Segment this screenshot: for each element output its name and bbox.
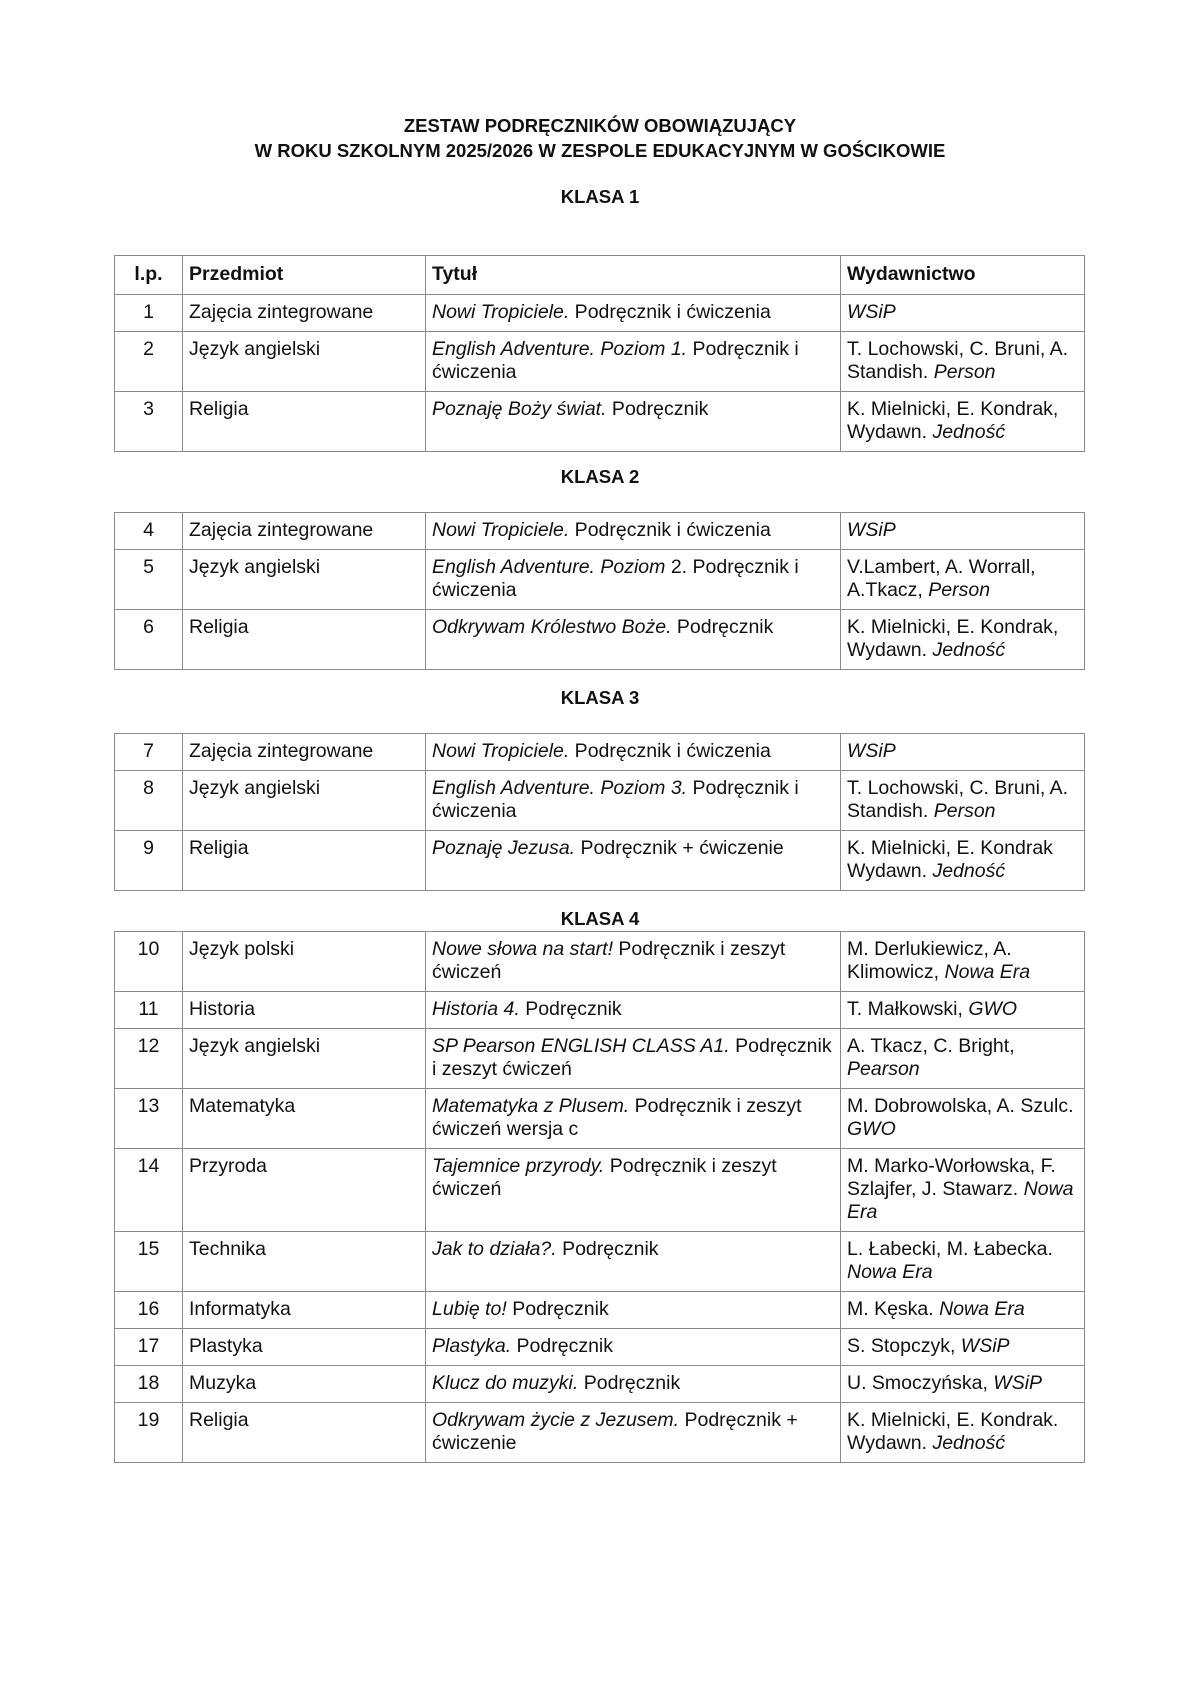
table-row [115, 1232, 1085, 1292]
subject-name: Język angielski [189, 556, 321, 578]
row-number: 1 [143, 301, 154, 323]
publisher-name: Jedność [932, 639, 1006, 661]
table-row [115, 831, 1085, 891]
cell-publisher [841, 831, 1085, 891]
book-title: Tajemnice przyrody. [432, 1155, 605, 1177]
cell-subject [183, 1366, 426, 1403]
row-number: 18 [137, 1372, 160, 1394]
table-row [115, 1403, 1085, 1463]
publisher-name: Person [928, 579, 991, 601]
header-subject: Przedmiot [183, 256, 426, 295]
cell-lp [115, 1403, 183, 1463]
section-heading-klasa-3: KLASA 3 [560, 687, 640, 708]
book-type: Podręcznik i zeszyt ćwiczeń [432, 938, 786, 983]
section-heading-klasa-2: KLASA 2 [560, 466, 640, 487]
cell-title [426, 1089, 841, 1149]
publisher-name: WSiP [847, 740, 896, 762]
cell-publisher [841, 771, 1085, 831]
cell-subject [183, 392, 426, 452]
book-type: Podręcznik [519, 998, 622, 1020]
book-title: Matematyka z Plusem. [432, 1095, 630, 1117]
cell-publisher [841, 295, 1085, 332]
row-number: 4 [143, 519, 154, 541]
authors: K. Mielnicki, E. Kondrak Wydawn. [847, 837, 1053, 882]
table-row [115, 610, 1085, 670]
authors: U. Smoczyńska, [847, 1372, 994, 1394]
book-title: Klucz do muzyki. [432, 1372, 579, 1394]
table-row [115, 1292, 1085, 1329]
row-number: 14 [137, 1155, 160, 1177]
cell-lp [115, 1292, 183, 1329]
cell-subject [183, 1149, 426, 1232]
cell-subject [183, 610, 426, 670]
cell-publisher [841, 392, 1085, 452]
cell-publisher [841, 332, 1085, 392]
cell-publisher [841, 932, 1085, 992]
cell-subject [183, 1089, 426, 1149]
cell-publisher [841, 1366, 1085, 1403]
book-title: Nowi Tropiciele. [432, 740, 570, 762]
book-type: Podręcznik + ćwiczenie [432, 1409, 798, 1454]
table-row [115, 295, 1085, 332]
cell-title [426, 1403, 841, 1463]
publisher-name: Nowa Era [939, 1298, 1025, 1320]
book-type: Podręcznik i zeszyt ćwiczeń [432, 1155, 777, 1200]
cell-publisher [841, 550, 1085, 610]
cell-subject [183, 992, 426, 1029]
cell-lp [115, 1089, 183, 1149]
book-type: Podręcznik i ćwiczenia [432, 338, 799, 383]
table-row [115, 1366, 1085, 1403]
authors: M. Dobrowolska, A. Szulc. [847, 1095, 1074, 1117]
cell-publisher [841, 1029, 1085, 1089]
table-row [115, 1149, 1085, 1232]
cell-subject [183, 1029, 426, 1089]
subject-name: Język polski [189, 938, 295, 960]
cell-publisher [841, 1149, 1085, 1232]
publisher-name: WSiP [847, 301, 896, 323]
subject-name: Przyroda [189, 1155, 268, 1177]
table-header-row [115, 256, 1085, 295]
authors: L. Łabecki, M. Łabecka. [847, 1238, 1053, 1260]
book-title: Poznaję Boży świat. [432, 398, 607, 420]
authors: T. Małkowski, [847, 998, 969, 1020]
cell-subject [183, 550, 426, 610]
cell-lp [115, 550, 183, 610]
cell-lp [115, 932, 183, 992]
cell-lp [115, 1366, 183, 1403]
cell-title [426, 332, 841, 392]
cell-lp [115, 1029, 183, 1089]
authors: M. Derlukiewicz, A. Klimowicz, [847, 938, 1012, 983]
cell-lp [115, 1232, 183, 1292]
cell-title [426, 992, 841, 1029]
cell-publisher [841, 992, 1085, 1029]
table-row [115, 1089, 1085, 1149]
book-type: Podręcznik [556, 1238, 659, 1260]
authors: K. Mielnicki, E. Kondrak. Wydawn. [847, 1409, 1059, 1454]
authors: T. Lochowski, C. Bruni, A. Standish. [847, 777, 1069, 822]
publisher-name: GWO [968, 998, 1018, 1020]
cell-subject [183, 831, 426, 891]
document-title-line2: W ROKU SZKOLNYM 2025/2026 W ZESPOLE EDUKACYJNYM W GOŚCIKOWIE [254, 140, 946, 161]
authors: K. Mielnicki, E. Kondrak, Wydawn. [847, 616, 1059, 661]
book-type: Podręcznik i zeszyt ćwiczeń wersja c [432, 1095, 802, 1140]
cell-lp [115, 1149, 183, 1232]
table-row [115, 332, 1085, 392]
authors: A. Tkacz, C. Bright, [847, 1035, 1015, 1057]
table-row [115, 771, 1085, 831]
book-type: 2. Podręcznik i ćwiczenia [432, 556, 799, 601]
cell-subject [183, 1403, 426, 1463]
book-title: Poznaję Jezusa. [432, 837, 576, 859]
cell-title [426, 1292, 841, 1329]
table-row [115, 550, 1085, 610]
publisher-name: Person [933, 361, 996, 383]
publisher-name: WSiP [847, 519, 896, 541]
table-row [115, 513, 1085, 550]
cell-publisher [841, 1403, 1085, 1463]
row-number: 8 [143, 777, 154, 799]
publisher-name: Pearson [847, 1058, 920, 1080]
header-publisher: Wydawnictwo [841, 256, 1085, 295]
cell-title [426, 550, 841, 610]
cell-title [426, 771, 841, 831]
row-number: 2 [143, 338, 154, 360]
subject-name: Informatyka [189, 1298, 291, 1320]
cell-subject [183, 932, 426, 992]
subject-name: Zajęcia zintegrowane [189, 519, 374, 541]
authors: S. Stopczyk, [847, 1335, 961, 1357]
section-heading-klasa-1: KLASA 1 [560, 186, 640, 207]
cell-lp [115, 992, 183, 1029]
textbook-table-klasa-1 [114, 255, 1085, 452]
cell-subject [183, 295, 426, 332]
cell-publisher [841, 1089, 1085, 1149]
row-number: 5 [143, 556, 154, 578]
publisher-name: Nowa Era [944, 961, 1031, 983]
book-type: Podręcznik i zeszyt ćwiczeń [432, 1035, 832, 1080]
publisher-name: Person [933, 800, 996, 822]
cell-title [426, 1366, 841, 1403]
book-title: English Adventure. Poziom 1. [432, 338, 688, 360]
subject-name: Religia [189, 1409, 249, 1431]
subject-name: Muzyka [189, 1372, 257, 1394]
subject-name: Religia [189, 398, 249, 420]
publisher-name: GWO [847, 1118, 896, 1140]
book-type: Podręcznik [511, 1335, 614, 1357]
book-type: Podręcznik i ćwiczenia [569, 301, 771, 323]
book-title: Odkrywam życie z Jezusem. [432, 1409, 680, 1431]
cell-subject [183, 1329, 426, 1366]
textbook-table-klasa-3 [114, 733, 1085, 891]
cell-title [426, 1232, 841, 1292]
cell-lp [115, 771, 183, 831]
row-number: 7 [143, 740, 154, 762]
subject-name: Matematyka [189, 1095, 296, 1117]
publisher-name: Jedność [932, 421, 1006, 443]
publisher-name: Nowa Era [847, 1261, 933, 1283]
table-row [115, 734, 1085, 771]
row-number: 17 [137, 1335, 160, 1357]
row-number: 19 [137, 1409, 160, 1431]
authors: T. Lochowski, C. Bruni, A. Standish. [847, 338, 1069, 383]
authors: M. Kęska. [847, 1298, 940, 1320]
book-type: Podręcznik [506, 1298, 609, 1320]
row-number: 16 [137, 1298, 160, 1320]
cell-title [426, 831, 841, 891]
cell-subject [183, 1292, 426, 1329]
subject-name: Technika [189, 1238, 266, 1260]
publisher-name: Jedność [932, 860, 1006, 882]
book-type: Podręcznik [671, 616, 774, 638]
publisher-name: WSiP [960, 1335, 1010, 1357]
cell-lp [115, 1329, 183, 1366]
textbook-table-klasa-2 [114, 512, 1085, 670]
book-title: Historia 4. [432, 998, 520, 1020]
cell-publisher [841, 610, 1085, 670]
table-row [115, 1329, 1085, 1366]
document-title-line1: ZESTAW PODRĘCZNIKÓW OBOWIĄZUJĄCY [403, 115, 797, 136]
row-number: 9 [143, 837, 154, 859]
cell-title [426, 1029, 841, 1089]
cell-lp [115, 734, 183, 771]
publisher-name: Jedność [932, 1432, 1006, 1454]
subject-name: Historia [189, 998, 256, 1020]
cell-subject [183, 513, 426, 550]
cell-publisher [841, 513, 1085, 550]
cell-title [426, 1149, 841, 1232]
subject-name: Język angielski [189, 338, 321, 360]
book-title: Jak to działa?. [432, 1238, 557, 1260]
cell-subject [183, 771, 426, 831]
cell-lp [115, 332, 183, 392]
subject-name: Język angielski [189, 1035, 321, 1057]
book-title: Nowi Tropiciele. [432, 519, 570, 541]
book-title: Plastyka. [432, 1335, 512, 1357]
cell-title [426, 932, 841, 992]
cell-subject [183, 332, 426, 392]
book-title: Nowi Tropiciele. [432, 301, 570, 323]
table-row [115, 392, 1085, 452]
header-title: Tytuł [426, 256, 841, 295]
cell-lp [115, 295, 183, 332]
authors: K. Mielnicki, E. Kondrak, Wydawn. [847, 398, 1059, 443]
cell-lp [115, 610, 183, 670]
subject-name: Zajęcia zintegrowane [189, 301, 374, 323]
authors: M. Marko-Worłowska, F. Szlajfer, J. Stawarz. [847, 1155, 1056, 1200]
publisher-name: Nowa Era [847, 1178, 1074, 1223]
table-row [115, 1029, 1085, 1089]
cell-title [426, 513, 841, 550]
table-row [115, 992, 1085, 1029]
book-title: Odkrywam Królestwo Boże. [432, 616, 672, 638]
row-number: 12 [137, 1035, 160, 1057]
row-number: 6 [143, 616, 154, 638]
book-title: English Adventure. Poziom [432, 556, 666, 578]
subject-name: Zajęcia zintegrowane [189, 740, 374, 762]
cell-lp [115, 513, 183, 550]
publisher-name: WSiP [993, 1372, 1043, 1394]
book-type: Podręcznik i ćwiczenia [569, 519, 771, 541]
cell-publisher [841, 734, 1085, 771]
subject-name: Język angielski [189, 777, 321, 799]
book-title: SP Pearson ENGLISH CLASS A1. [432, 1035, 730, 1057]
cell-publisher [841, 1232, 1085, 1292]
cell-title [426, 610, 841, 670]
book-type: Podręcznik [578, 1372, 681, 1394]
section-heading-klasa-4: KLASA 4 [560, 908, 640, 929]
cell-title [426, 1329, 841, 1366]
cell-lp [115, 831, 183, 891]
row-number: 11 [138, 998, 159, 1020]
book-type: Podręcznik + ćwiczenie [575, 837, 784, 859]
cell-title [426, 734, 841, 771]
cell-publisher [841, 1292, 1085, 1329]
subject-name: Religia [189, 616, 249, 638]
book-type: Podręcznik [606, 398, 709, 420]
row-number: 15 [137, 1238, 160, 1260]
book-title: English Adventure. Poziom 3. [432, 777, 688, 799]
book-title: Lubię to! [432, 1298, 507, 1320]
row-number: 13 [137, 1095, 160, 1117]
cell-subject [183, 734, 426, 771]
book-type: Podręcznik i ćwiczenia [432, 777, 799, 822]
book-type: Podręcznik i ćwiczenia [569, 740, 771, 762]
book-title: Nowe słowa na start! [432, 938, 613, 960]
cell-title [426, 392, 841, 452]
row-number: 10 [137, 938, 160, 960]
cell-subject [183, 1232, 426, 1292]
table-row [115, 932, 1085, 992]
cell-lp [115, 392, 183, 452]
authors: V.Lambert, A. Worrall, A.Tkacz, [847, 556, 1036, 601]
row-number: 3 [143, 398, 154, 420]
header-lp: l.p. [115, 256, 183, 295]
textbook-table-klasa-4 [114, 931, 1085, 1463]
subject-name: Religia [189, 837, 249, 859]
subject-name: Plastyka [189, 1335, 263, 1357]
cell-publisher [841, 1329, 1085, 1366]
cell-title [426, 295, 841, 332]
